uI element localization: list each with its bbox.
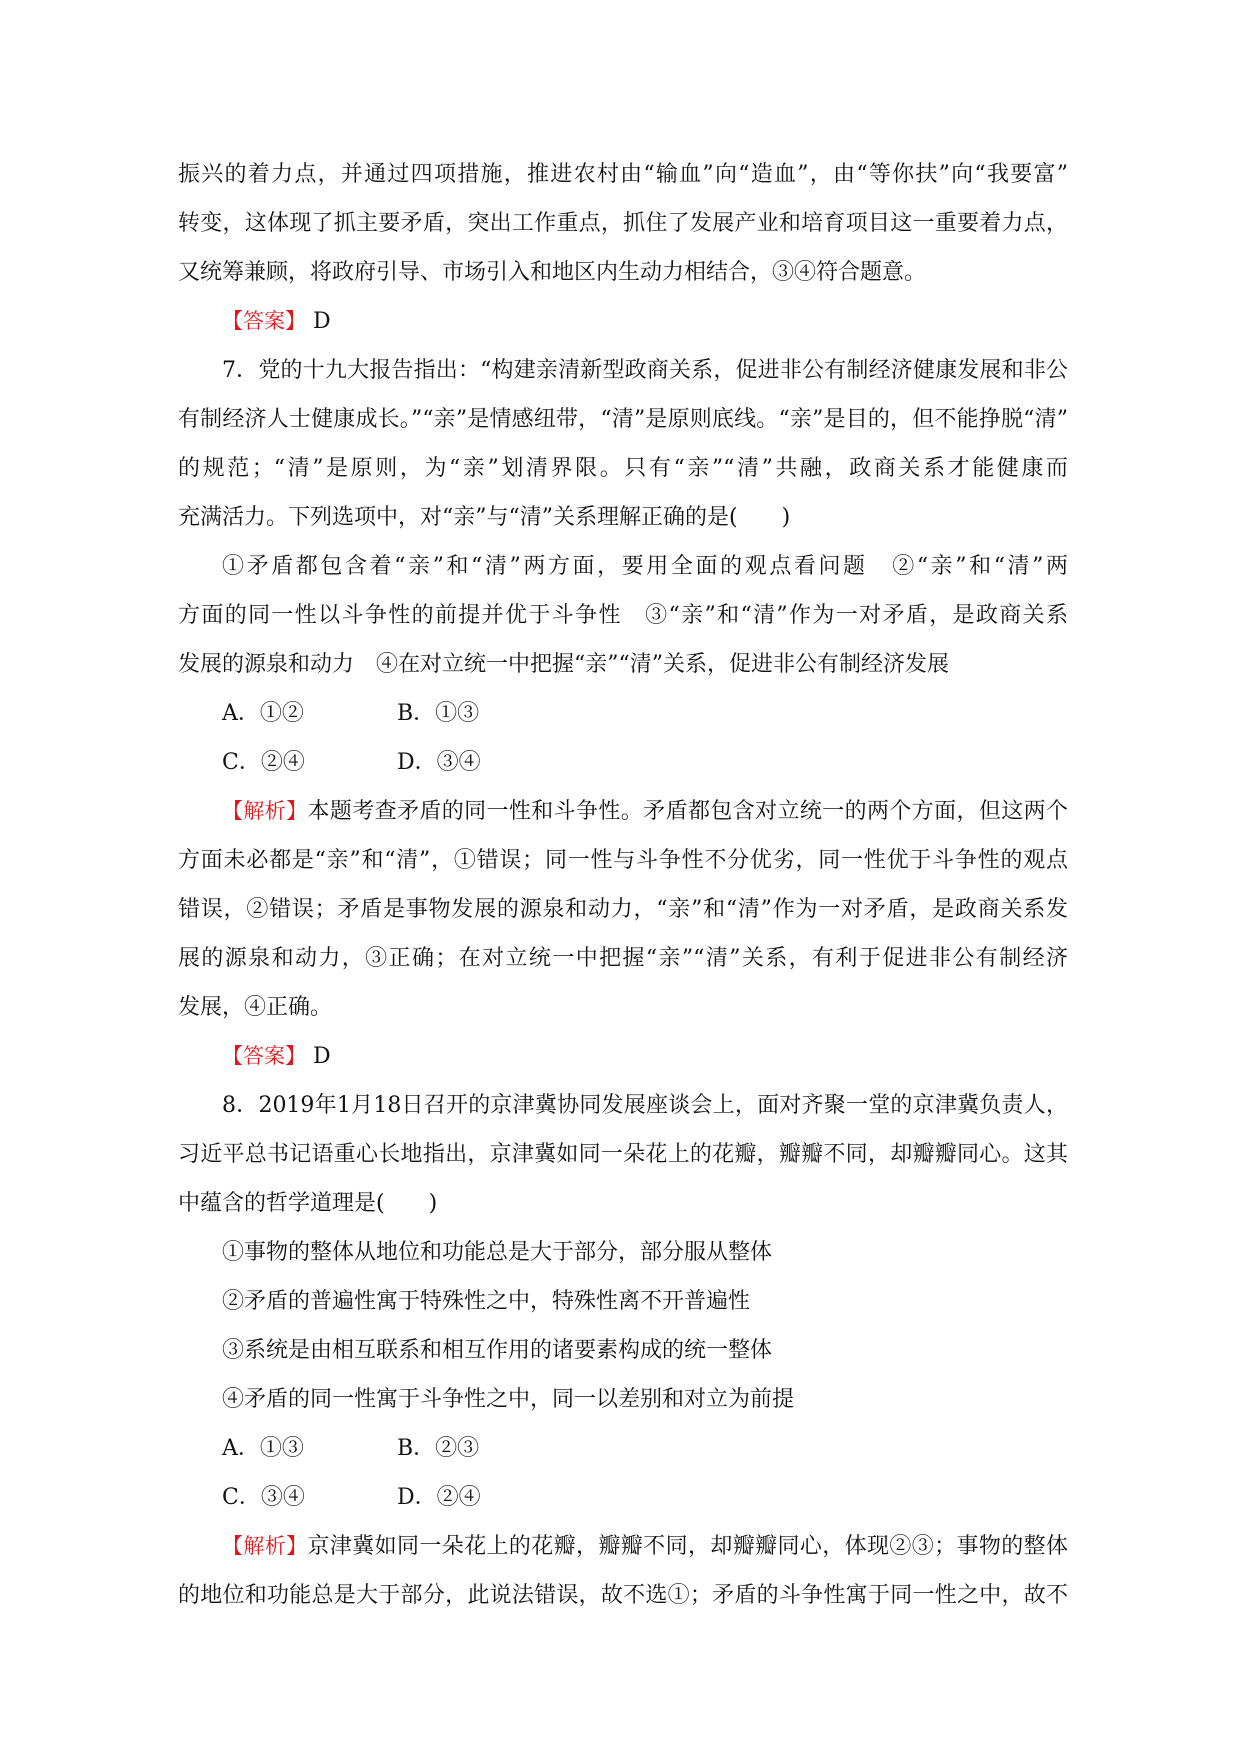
analysis-tag: 【解析】 <box>222 799 308 823</box>
text-line: 转变，这体现了抓主要矛盾，突出工作重点，抓住了发展产业和培育项目这一重要着力点， <box>178 211 1068 236</box>
question-7-analysis-line: 错误，②错误；矛盾是事物发展的源泉和动力，“亲”和“清”作为一对矛盾，是政商关系发 <box>178 897 1068 922</box>
option-b[interactable]: B．②③ <box>397 1436 480 1461</box>
question-8-statement-line: ①事物的整体从地位和功能总是大于部分，部分服从整体 <box>222 1240 773 1265</box>
question-8-statement-line: ④矛盾的同一性寓于斗争性之中，同一以差别和对立为前提 <box>222 1387 795 1412</box>
question-7-statement-line: 发展的源泉和动力 ④在对立统一中把握“亲”“清”关系，促进非公有制经济发展 <box>178 652 949 677</box>
question-8-statement-line: ③系统是由相互联系和相互作用的诸要素构成的统一整体 <box>222 1338 773 1363</box>
question-8-stem-line: 8．2019年1月18日召开的京津冀协同发展座谈会上，面对齐聚一堂的京津冀负责人， <box>222 1093 1068 1118</box>
question-7-analysis-line: 展的源泉和动力，③正确；在对立统一中把握“亲”“清”关系，有利于促进非公有制经济 <box>178 946 1068 971</box>
answer-tag: 【答案】 <box>222 309 306 333</box>
document-page <box>178 150 1068 1620</box>
question-8-statement-line: ②矛盾的普遍性寓于特殊性之中，特殊性离不开普遍性 <box>222 1289 751 1314</box>
answer-value: D <box>306 1044 331 1069</box>
question-8-options-row <box>178 1424 1068 1473</box>
question-7-statement-line: 方面的同一性以斗争性的前提并优于斗争性 ③“亲”和“清”作为一对矛盾，是政商关系 <box>178 603 1068 628</box>
analysis-text: 京津冀如同一朵花上的花瓣，瓣瓣不同，却瓣瓣同心，体现②③；事物的整体 <box>307 1534 1068 1559</box>
text-line: 振兴的着力点，并通过四项措施，推进农村由“输血”向“造血”，由“等你扶”向“我要富” <box>178 162 1068 187</box>
question-7-options-row <box>178 689 1068 738</box>
text-line: 又统筹兼顾，将政府引导、市场引入和地区内生动力相结合，③④符合题意。 <box>178 260 927 285</box>
option-a[interactable]: A．①③ <box>222 1436 304 1461</box>
option-b[interactable]: B．①③ <box>397 701 480 726</box>
answer-value: D <box>306 309 331 334</box>
question-8-stem-line: 习近平总书记语重心长地指出，京津冀如同一朵花上的花瓣，瓣瓣不同，却瓣瓣同心。这其 <box>178 1142 1068 1167</box>
option-d[interactable]: D．③④ <box>397 750 481 775</box>
question-7-stem-line: 7．党的十九大报告指出：“构建亲清新型政商关系，促进非公有制经济健康发展和非公 <box>222 358 1068 383</box>
question-7-stem-line: 有制经济人士健康成长。”“亲”是情感纽带，“清”是原则底线。“亲”是目的，但不能挣脱“清” <box>178 407 1068 432</box>
question-7-options-row <box>178 738 1068 787</box>
question-8-analysis-line <box>178 1522 1068 1571</box>
answer-tag: 【答案】 <box>222 1044 306 1068</box>
option-c[interactable]: C．③④ <box>222 1485 305 1510</box>
question-7-stem-line: 充满活力。下列选项中，对“亲”与“清”关系理解正确的是( ) <box>178 505 791 530</box>
question-7-analysis-line: 方面未必都是“亲”和“清”，①错误；同一性与斗争性不分优劣，同一性优于斗争性的观点 <box>178 848 1068 873</box>
option-c[interactable]: C．②④ <box>222 750 305 775</box>
analysis-text: 本题考查矛盾的同一性和斗争性。矛盾都包含对立统一的两个方面，但这两个 <box>307 799 1068 824</box>
question-7-statement-line: ①矛盾都包含着“亲”和“清”两方面，要用全面的观点看问题 ②“亲”和“清”两 <box>222 554 1068 579</box>
question-7-stem-line: 的规范；“清”是原则，为“亲”划清界限。只有“亲”“清”共融，政商关系才能健康而 <box>178 456 1068 481</box>
question-7-analysis-line: 发展，④正确。 <box>178 995 333 1020</box>
question-8-options-row <box>178 1473 1068 1522</box>
question-7-analysis-line <box>178 787 1068 836</box>
analysis-tag: 【解析】 <box>222 1534 308 1558</box>
question-8-analysis-line: 的地位和功能总是大于部分，此说法错误，故不选①；矛盾的斗争性寓于同一性之中，故不 <box>178 1583 1068 1608</box>
question-8-stem-line: 中蕴含的哲学道理是( ) <box>178 1191 438 1216</box>
answer-line <box>178 1032 1068 1081</box>
answer-line <box>178 297 1068 346</box>
option-d[interactable]: D．②④ <box>397 1485 481 1510</box>
option-a[interactable]: A．①② <box>222 701 304 726</box>
